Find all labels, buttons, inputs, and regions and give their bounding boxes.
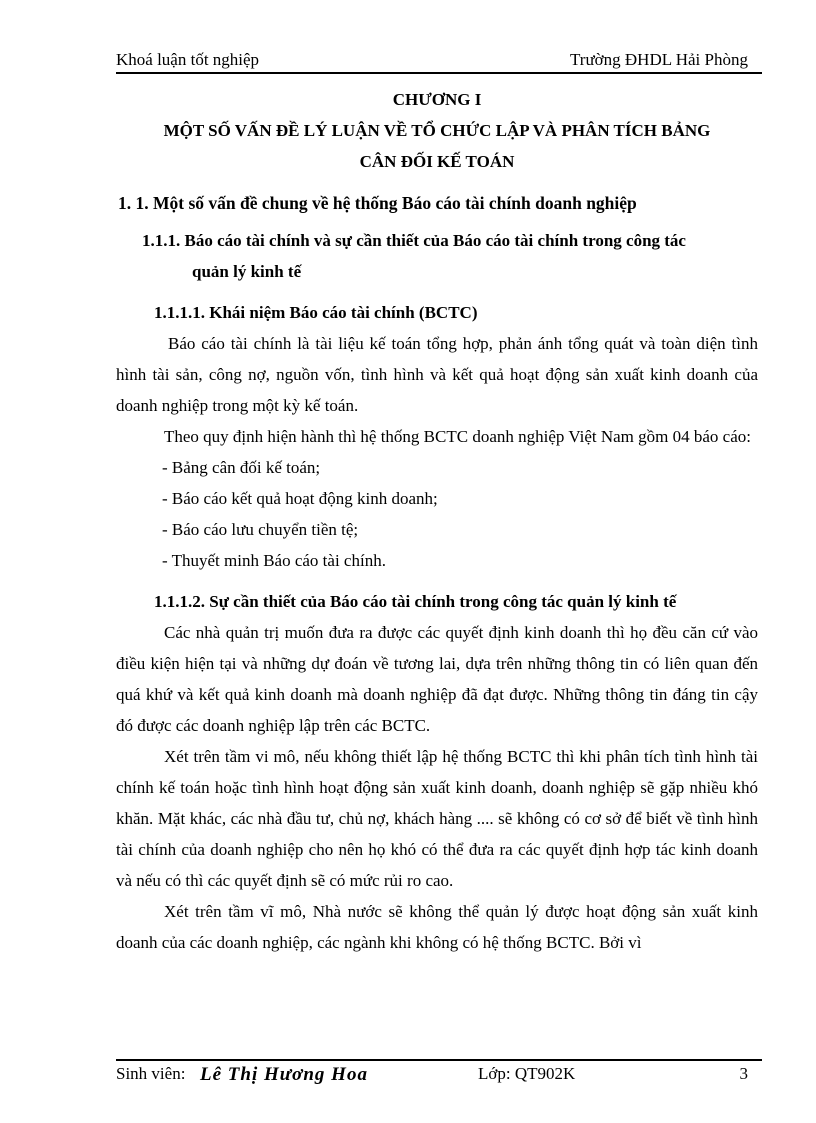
section-heading-1-1-1-line2: quản lý kinh tế bbox=[192, 262, 302, 281]
footer-student-label: Sinh viên: bbox=[116, 1064, 186, 1083]
header-university: Trường ĐHDL Hải Phòng bbox=[570, 50, 748, 69]
list-item: - Báo cáo lưu chuyển tiền tệ; bbox=[162, 520, 359, 539]
footer-student-name: Lê Thị Hương Hoa bbox=[200, 1064, 368, 1085]
paragraph-micro-level: Xét trên tầm vi mô, nếu không thiết lập hệ thống BCTC thì khi phân tích tình hình tài chính kế toán hoặc tình hình hoạt động sản xuất kinh doanh, doanh nghiệp sẽ gặp nhiều khó khăn. Mặt khác, các nhà đầu tư, chủ nợ, khách hàng .... sẽ không có cơ sở để biết về tình hình tài chính của doanh nghiệp cho nên họ khó có thể đưa ra các quyết định hợp tác kinh doanh và nếu có thì các quyết định sẽ có mức rủi ro cao. bbox=[116, 747, 758, 890]
header-thesis-label: Khoá luận tốt nghiệp bbox=[116, 50, 260, 69]
page-number: 3 bbox=[739, 1064, 748, 1083]
section-heading-1-1-1 bbox=[142, 225, 758, 287]
footer-class: Lớp: QT902K bbox=[478, 1064, 576, 1083]
page-header bbox=[116, 50, 762, 74]
list-item: - Báo cáo kết quả hoạt động kinh doanh; bbox=[162, 489, 438, 508]
chapter-number: CHƯƠNG I bbox=[392, 90, 482, 109]
chapter-title-line2: CÂN ĐỐI KẾ TOÁN bbox=[359, 152, 515, 171]
section-heading-1-1-1-1: 1.1.1.1. Khái niệm Báo cáo tài chính (BCTC) bbox=[154, 303, 478, 322]
section-heading-1-1-1-2: 1.1.1.2. Sự cần thiết của Báo cáo tài chính trong công tác quản lý kinh tế bbox=[154, 592, 677, 611]
list-item: - Thuyết minh Báo cáo tài chính. bbox=[162, 551, 386, 570]
list-item: - Bảng cân đối kế toán; bbox=[162, 458, 321, 477]
footer-divider bbox=[116, 1059, 762, 1061]
page-footer bbox=[116, 1064, 762, 1088]
paragraph-macro-level: Xét trên tầm vĩ mô, Nhà nước sẽ không thể quản lý được hoạt động sản xuất kinh doanh của các doanh nghiệp, các ngành khi không có hệ thống BCTC. Bởi vì bbox=[116, 902, 758, 952]
paragraph-managers: Các nhà quản trị muốn đưa ra được các quyết định kinh doanh thì họ đều căn cứ vào điều kiện hiện tại và những dự đoán về tương lai, dựa trên những thông tin có liên quan đến quá khứ và kết quả kinh doanh mà doanh nghiệp đã đạt được. Những thông tin đáng tin cậy đó được các doanh nghiệp lập trên các BCTC. bbox=[116, 623, 758, 735]
paragraph-report-system: Theo quy định hiện hành thì hệ thống BCTC doanh nghiệp Việt Nam gồm 04 báo cáo: bbox=[164, 427, 751, 446]
section-heading-1-1-1-line1: 1.1.1. Báo cáo tài chính và sự cần thiết của Báo cáo tài chính trong công tác bbox=[142, 231, 686, 250]
chapter-title-line1: MỘT SỐ VẤN ĐỀ LÝ LUẬN VỀ TỔ CHỨC LẬP VÀ PHÂN TÍCH BẢNG bbox=[163, 121, 711, 140]
paragraph-definition: Báo cáo tài chính là tài liệu kế toán tổng hợp, phản ánh tổng quát và toàn diện tình hình tài sản, công nợ, nguồn vốn, tình hình và kết quả hoạt động sản xuất kinh doanh của doanh nghiệp trong một kỳ kế toán. bbox=[116, 334, 758, 415]
section-heading-1-1: 1. 1. Một số vấn đề chung về hệ thống Báo cáo tài chính doanh nghiệp bbox=[118, 193, 637, 213]
page-body bbox=[116, 84, 758, 958]
